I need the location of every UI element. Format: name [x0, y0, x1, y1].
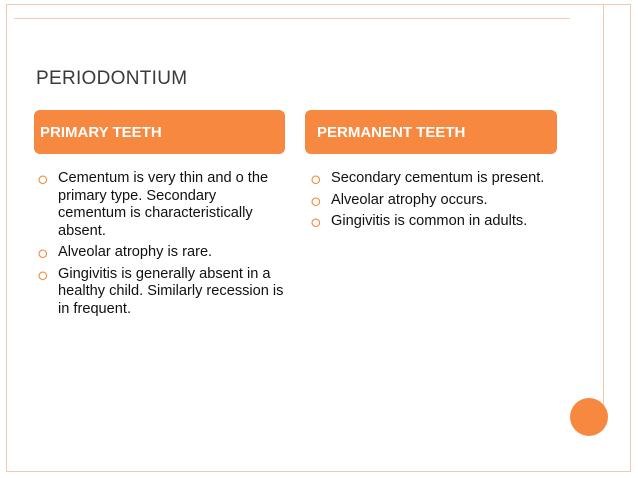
bullet-ring-icon: ⭘ — [38, 268, 48, 283]
bullet-ring-icon: ⭘ — [38, 247, 48, 261]
bullet-ring-icon: ⭘ — [38, 173, 48, 187]
list-item-text: Secondary cementum is present. — [331, 170, 545, 186]
list-item — [38, 170, 284, 240]
list-item-text: Alveolar atrophy is rare. — [58, 244, 213, 260]
list-item — [38, 266, 284, 319]
list-item-text: Cementum is very thin and o the primary type. Secondary cementum is characteristically absent. — [58, 170, 269, 239]
bullet-ring-icon: ⭘ — [311, 173, 321, 187]
permanent-teeth-list — [311, 170, 561, 235]
permanent-teeth-header-label: PERMANENT TEETH — [317, 123, 466, 141]
list-item — [311, 170, 561, 188]
list-item-text: Gingivitis is common in adults. — [331, 213, 528, 229]
top-decorative-line — [14, 18, 570, 19]
slide-title: PERIODONTIUM — [36, 68, 188, 89]
list-item — [38, 244, 284, 262]
primary-teeth-header — [34, 110, 285, 154]
list-item — [311, 192, 561, 210]
bullet-ring-icon: ⭘ — [311, 216, 321, 230]
right-decorative-line — [603, 4, 604, 416]
primary-teeth-list — [38, 170, 284, 322]
permanent-teeth-header — [305, 110, 557, 154]
list-item — [311, 213, 561, 231]
list-item-text: Gingivitis is generally absent in a healthy child. Similarly recession is in frequent. — [58, 265, 284, 317]
primary-teeth-header-label: PRIMARY TEETH — [40, 123, 162, 141]
list-item-text: Alveolar atrophy occurs. — [331, 191, 488, 208]
bullet-ring-icon: ⭘ — [311, 194, 321, 209]
decorative-circle — [570, 398, 608, 436]
